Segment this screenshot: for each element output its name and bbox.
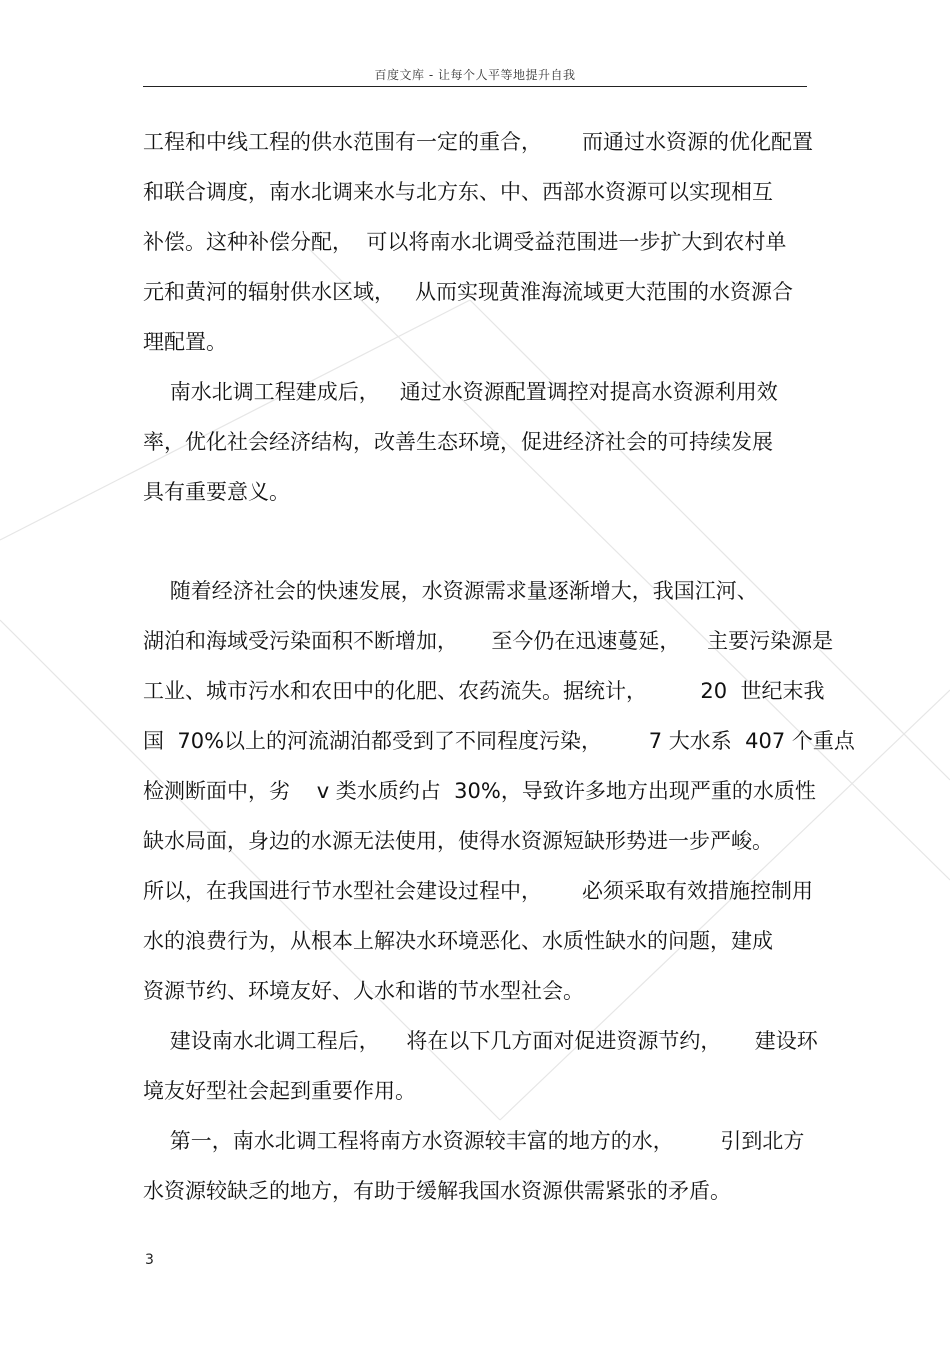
text-line: 所以，在我国进行节水型社会建设过程中， 必须采取有效措施控制用 [143,879,814,903]
text-line: 建设南水北调工程后， 将在以下几方面对促进资源节约， 建设环 [143,1029,818,1053]
text-line: 水的浪费行为，从根本上解决水环境恶化、水质性缺水的问题，建成 [143,929,773,953]
text-line: 理配置。 [143,330,227,354]
text-line: 国 70%以上的河流湖泊都受到了不同程度污染， 7 大水系 407 个重点 [143,729,855,753]
text-line: 具有重要意义。 [143,480,290,504]
text-line: 元和黄河的辐射供水区域， 从而实现黄淮海流域更大范围的水资源合 [143,280,794,304]
text-line: 工程和中线工程的供水范围有一定的重合， 而通过水资源的优化配置 [143,130,814,154]
text-line: 工业、城市污水和农田中的化肥、农药流失。据统计， 20 世纪末我 [143,679,825,703]
text-line: 和联合调度，南水北调来水与北方东、中、西部水资源可以实现相互 [143,180,773,204]
text-line: 缺水局面，身边的水源无法使用，使得水资源短缺形势进一步严峻。 [143,829,773,853]
text-line: 随着经济社会的快速发展，水资源需求量逐渐增大，我国江河、 [143,579,758,603]
text-line: 湖泊和海域受污染面积不断增加， 至今仍在迅速蔓延， 主要污染源是 [143,629,834,653]
text-line: 南水北调工程建成后， 通过水资源配置调控对提高水资源利用效 [143,380,778,404]
page-number: 3 [145,1252,154,1268]
text-line: 境友好型社会起到重要作用。 [143,1079,416,1103]
text-line: 水资源较缺乏的地方，有助于缓解我国水资源供需紧张的矛盾。 [143,1179,731,1203]
page-header: 百度文库 - 让每个人平等地提升自我 [374,68,576,82]
text-line: 补偿。这种补偿分配， 可以将南水北调受益范围进一步扩大到农村单 [143,230,787,254]
text-line: 第一，南水北调工程将南方水资源较丰富的地方的水， 引到北方 [143,1129,805,1153]
header-divider [143,86,807,87]
text-line: 检测断面中，劣 v 类水质约占 30%，导致许多地方出现严重的水质性 [143,779,816,803]
text-line: 率，优化社会经济结构，改善生态环境，促进经济社会的可持续发展 [143,430,773,454]
text-line: 资源节约、环境友好、人水和谐的节水型社会。 [143,979,584,1003]
